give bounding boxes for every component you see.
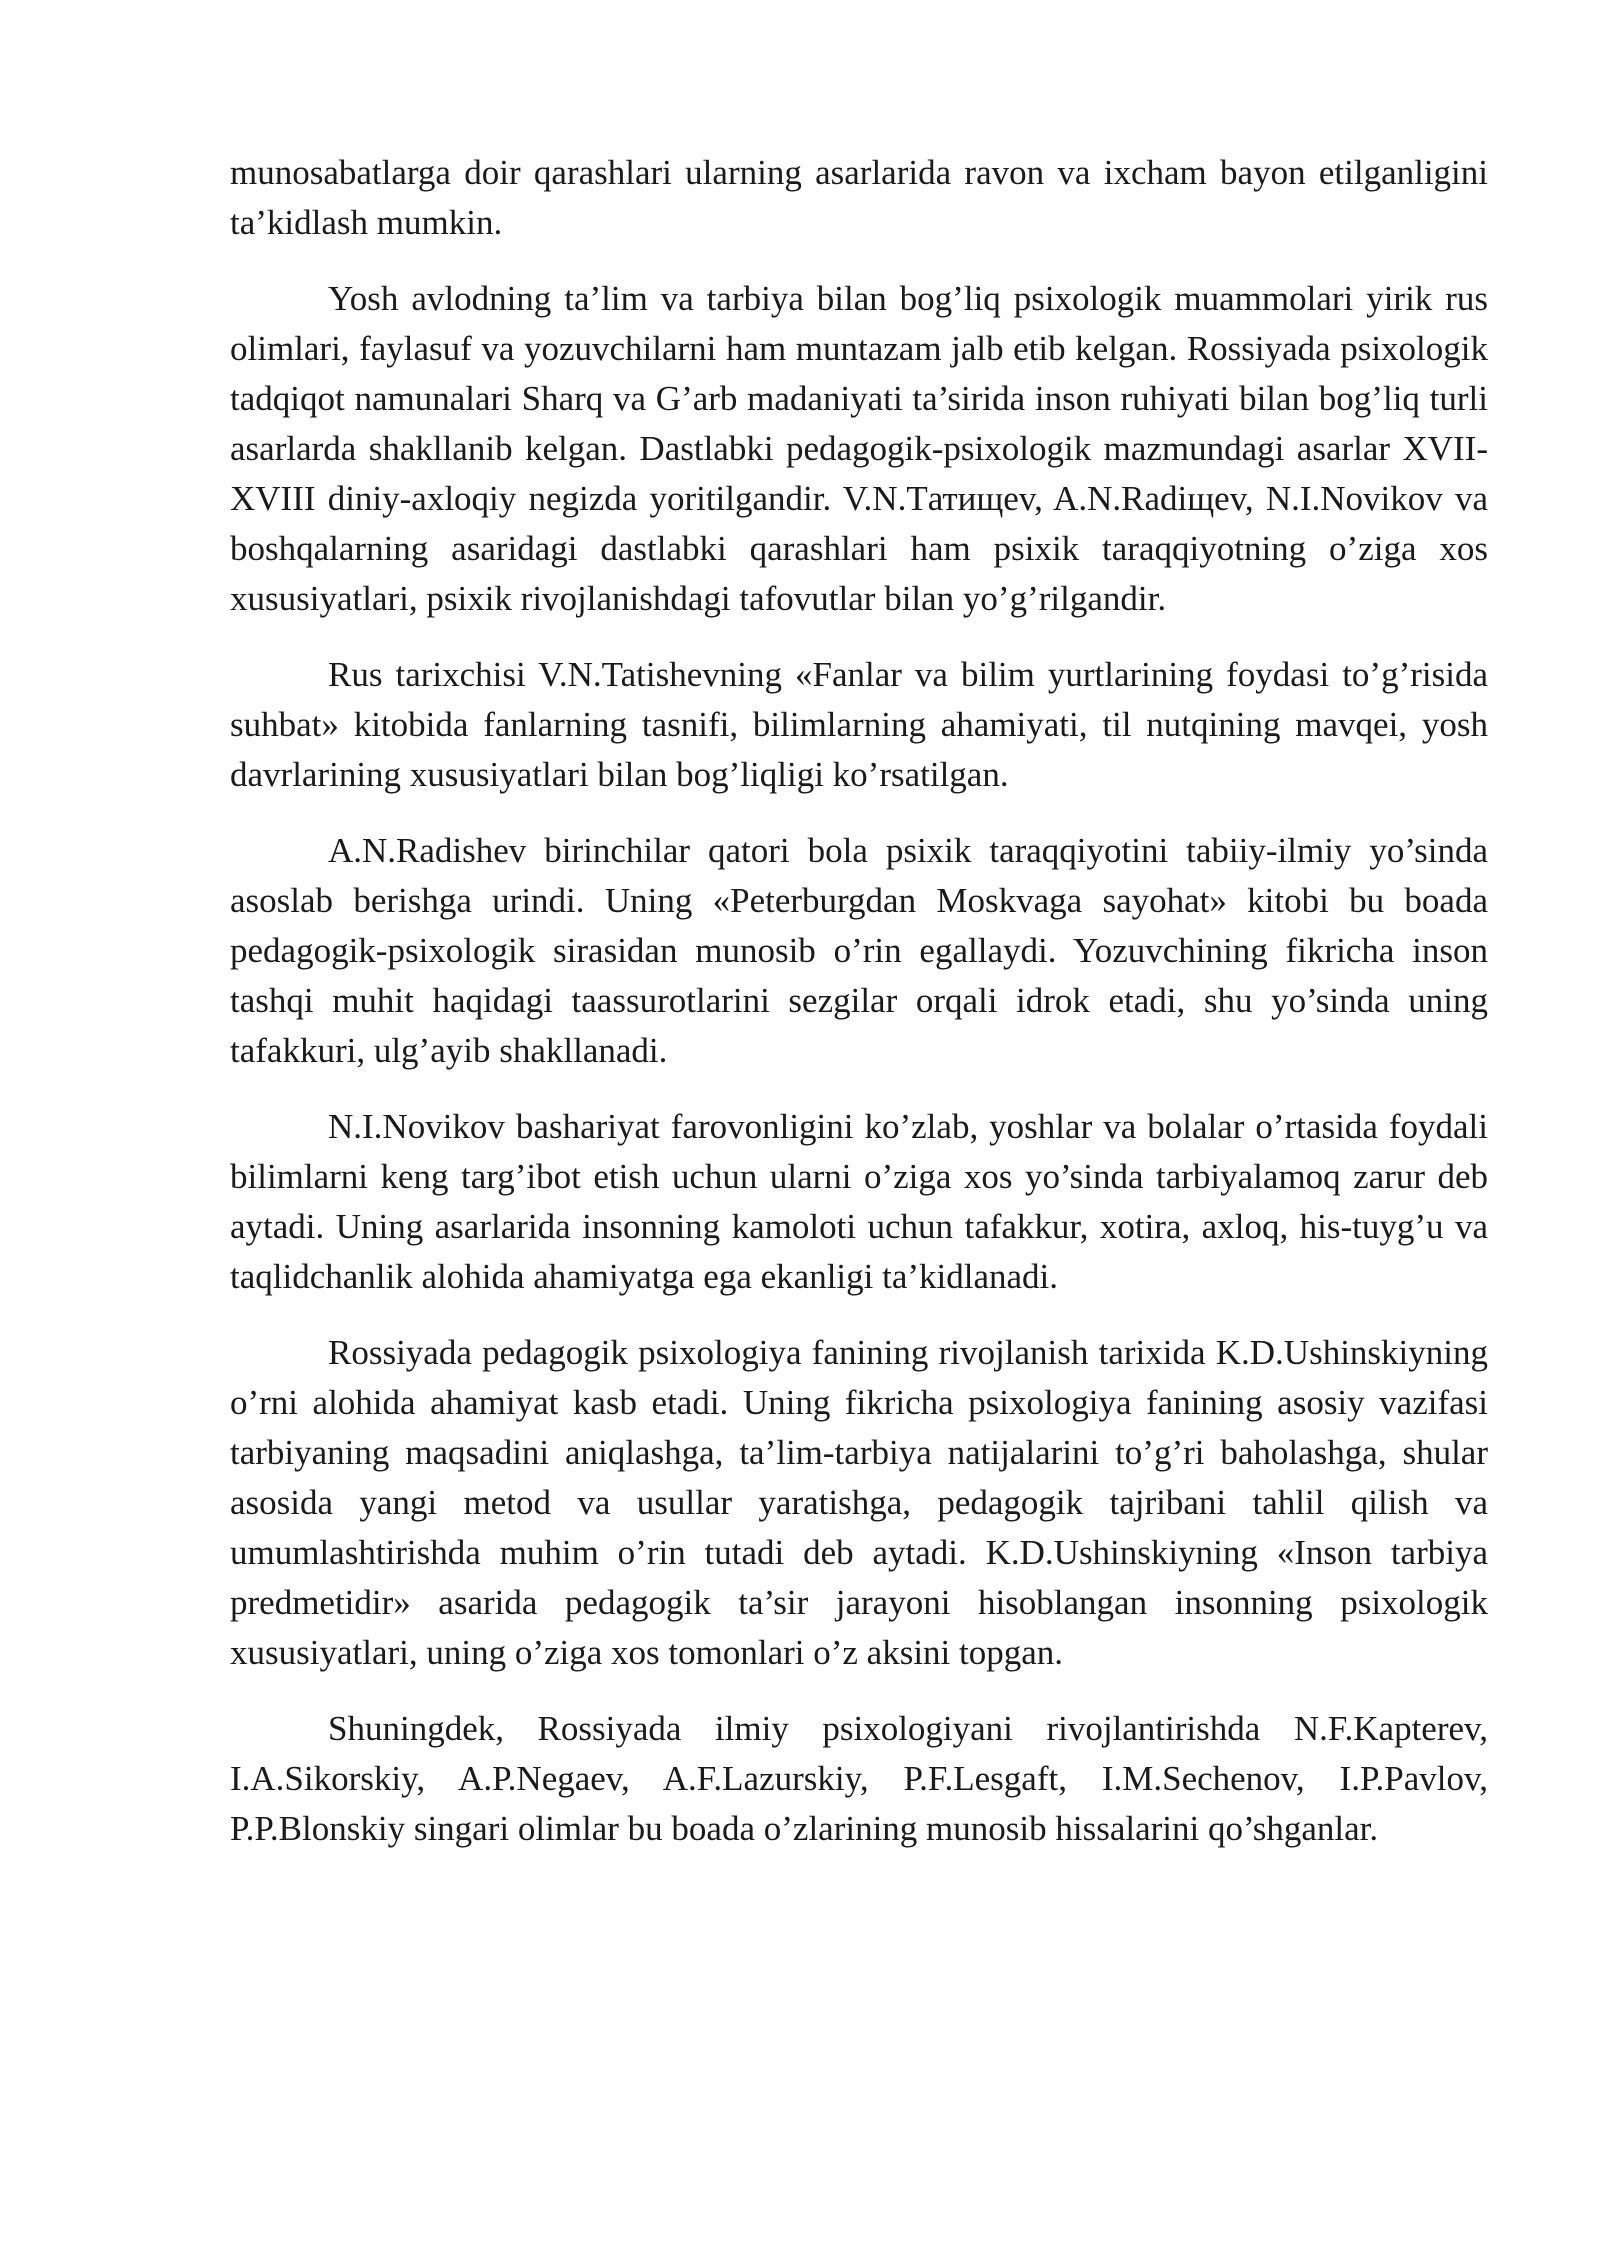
paragraph-4: A.N.Radishev birinchilar qatori bola psixik taraqqiyotini tabiiy-ilmiy yo’sinda asoslab berishga urindi. Uning «Peterburgdan Moskvaga sayohat» kitobi bu boada pedagogik-psixologik sirasidan munosib o’rin egallaydi. Yozuvchining fikricha inson tashqi muhit haqidagi taassurotlarini sezgilar orqali idrok etadi, shu yo’sinda uning tafakkuri, ulg’ayib shakllanadi. (230, 831, 1488, 1070)
paragraph-1: munosabatlarga doir qarashlari ularning asarlarida ravon va ixcham bayon etilganligini ta’kidlash mumkin. (230, 153, 1488, 242)
document-body (230, 148, 1488, 1880)
paragraph-2: Yosh avlodning ta’lim va tarbiya bilan bog’liq psixologik muammolari yirik rus olimlari, faylasuf va yozuvchilarni ham muntazam jalb etib kelgan. Rossiyada psixologik tadqiqot namunalari Sharq va G’arb madaniyati ta’sirida inson ruhiyati bilan bog’liq turli asarlarda shakllanib kelgan. Dastlabki pedagogik-psixologik mazmundagi asarlar XVII-XVIII diniy-axloqiy negizda yoritilgandir. V.N.Tатищev, A.N.Radiщev, N.I.Novikov va boshqalarning asaridagi dastlabki qarashlari ham psixik taraqqiyotning o’ziga xos xususiyatlari, psixik rivojlanishdagi tafovutlar bilan yo’g’rilgandir. (230, 279, 1488, 618)
paragraph-7: Shuningdek, Rossiyada ilmiy psixologiyani rivojlantirishda N.F.Kapterev, I.A.Sikorskiy, A.P.Negaev, A.F.Lazurskiy, P.F.Lesgaft, I.M.Sechenov, I.P.Pavlov, P.P.Blonskiy singari olimlar bu boada o’zlarining munosib hissalarini qo’shganlar. (230, 1709, 1488, 1848)
paragraph-6: Rossiyada pedagogik psixologiya fanining rivojlanish tarixida K.D.Ushinskiyning o’rni alohida ahamiyat kasb etadi. Uning fikricha psixologiya fanining asosiy vazifasi tarbiyaning maqsadini aniqlashga, ta’lim-tarbiya natijalarini to’g’ri baholashga, shular asosida yangi metod va usullar yaratishga, pedagogik tajribani tahlil qilish va umumlashtirishda muhim o’rin tutadi deb aytadi. K.D.Ushinskiyning «Inson tarbiya predmetidir» asarida pedagogik ta’sir jarayoni hisoblangan insonning psixologik xususiyatlari, uning o’ziga xos tomonlari o’z aksini topgan. (230, 1333, 1488, 1672)
paragraph-3: Rus tarixchisi V.N.Tatishevning «Fanlar va bilim yurtlarining foydasi to’g’risida suhbat» kitobida fanlarning tasnifi, bilimlarning ahamiyati, til nutqining mavqei, yosh davrlarining xususiyatlari bilan bog’liqligi ko’rsatilgan. (230, 655, 1488, 794)
paragraph-5: N.I.Novikov bashariyat farovonligini ko’zlab, yoshlar va bolalar o’rtasida foydali bilimlarni keng targ’ibot etish uchun ularni o’ziga xos yo’sinda tarbiyalamoq zarur deb aytadi. Uning asarlarida insonning kamoloti uchun tafakkur, xotira, axloq, his-tuyg’u va taqlidchanlik alohida ahamiyatga ega ekanligi ta’kidlanadi. (230, 1107, 1488, 1296)
